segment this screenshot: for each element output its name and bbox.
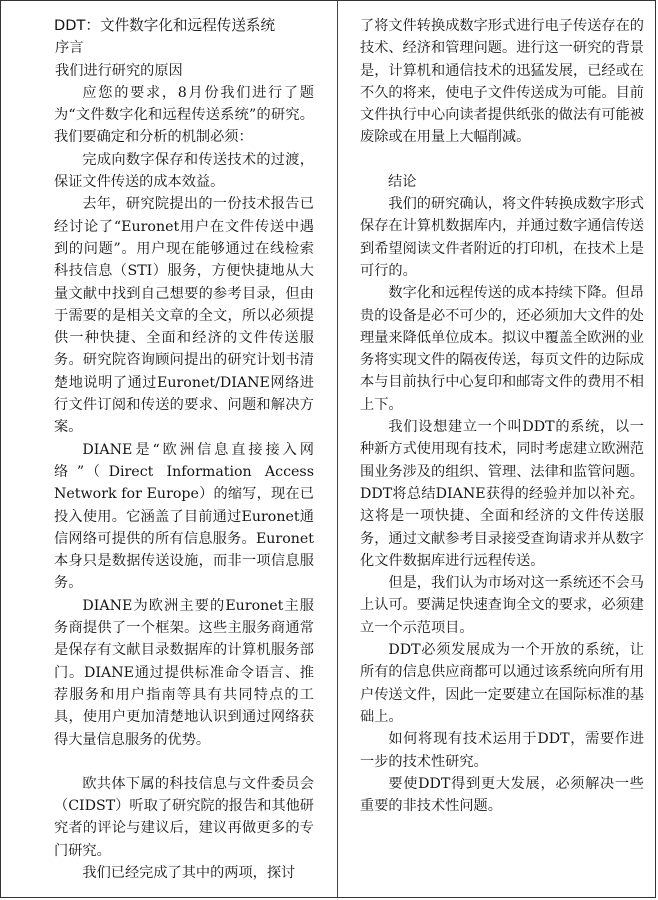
paragraph: 我们设想建立一个叫DDT的系统，以一种新方式使用现有技术，同时考虑建立欧洲范围业务涉及的组织、管理、法律和监管问题。DDT将总结DIANE获得的经验并加以补充。这将是一项快捷、全面和经济的文件传送服务，通过文献参考目录接受查询请求并从数字化文件数据库进行远程传送。 bbox=[360, 419, 644, 569]
paragraph: 但是，我们认为市场对这一系统还不会马上认可。要满足快速查询全文的要求，必须建立一个示范项目。 bbox=[360, 575, 644, 636]
paragraph: 如何将现有技术运用于DDT，需要作进一步的技术性研究。 bbox=[360, 731, 644, 770]
heading-preface: 序言 bbox=[55, 40, 84, 57]
heading-reason: 我们进行研究的原因 bbox=[55, 62, 183, 79]
paragraph: 要使DDT得到更大发展，必须解决一些重要的非技术性问题。 bbox=[360, 775, 644, 815]
column-divider bbox=[337, 1, 338, 897]
paragraph: 我们的研究确认，将文件转换成数字形式保存在计算机数据库内，并通过数字通信传送到希望阅读文件者附近的打印机，在技术上是可行的。 bbox=[360, 196, 644, 279]
paragraph-gap bbox=[54, 751, 314, 773]
left-column bbox=[54, 15, 314, 889]
document-title: DDT：文件数字化和远程传送系统 bbox=[54, 17, 276, 34]
paragraph: 应您的要求，8月份我们进行了题为“文件数字化和远程传送系统”的研究。我们要确定和分析的机制必须： bbox=[54, 84, 314, 146]
paragraph-gap bbox=[360, 149, 644, 171]
paragraph: 完成向数字保存和传送技术的过渡，保证文件传送的成本效益。 bbox=[54, 151, 314, 191]
paragraph: DDT必须发展成为一个开放的系统，让所有的信息供应商都可以通过该系统向所有用户传送文件，因此一定要建立在国际标准的基础上。 bbox=[360, 642, 644, 725]
paragraph: 欧共体下属的科技信息与文件委员会（CIDST）听取了研究院的报告和其他研究者的评论与建议后，建议再做更多的专门研究。 bbox=[54, 775, 314, 859]
heading-conclusion: 结论 bbox=[388, 173, 417, 190]
right-column bbox=[360, 15, 644, 889]
continued-paragraph: 了将文件转换成数字形式进行电子传送存在的技术、经济和管理问题。进行这一研究的背景是，计算机和通信技术的迅猛发展，已经或在不久的将来，使电子文件传送成为可能。目前文件执行中心向读者提供纸张的做法有可能被废除或在用量上大幅削减。 bbox=[360, 18, 644, 146]
paragraph: 数字化和远程传送的成本持续下降。但昂贵的设备是必不可少的，还必须加大文件的处理量来降低单位成本。拟议中覆盖全欧洲的业务将实现文件的隔夜传送，每页文件的边际成本与目前执行中心复印和邮寄文件的费用不相上下。 bbox=[360, 285, 644, 413]
paragraph: DIANE是“欧洲信息直接接入网络”（Direct Information Access Network for Europe）的缩写，现在已投入使用。它涵盖了目前通过Euronet通信网络可提供的所有信息服务。Euronet本身只是数据传送设施，而非一项信息服务。 bbox=[54, 441, 314, 592]
paragraph: 我们已经完成了其中的两项，探讨 bbox=[82, 864, 296, 881]
paragraph: 去年，研究院提出的一份技术报告已经讨论了“Euronet用户在文件传送中遇到的问题”。用户现在能够通过在线检索科技信息（STI）服务，方便快捷地从大量文献中找到自己想要的参考目录，但由于需要的是相关文章的全文，所以必须提供一种快捷、全面和经济的文件传送服务。研究院咨询顾问提出的研究计划书清楚地说明了通过Euronet/DIANE网络进行文件订阅和传送的要求、问题和解决方案。 bbox=[54, 196, 314, 436]
paragraph: DIANE为欧洲主要的Euronet主服务商提供了一个框架。这些主服务商通常是保存有文献目录数据库的计算机服务部门。DIANE通过提供标准命令语言、推荐服务和用户指南等具有共同特点的工具，使用户更加清楚地认识到通过网络获得大量信息服务的优势。 bbox=[54, 597, 314, 748]
